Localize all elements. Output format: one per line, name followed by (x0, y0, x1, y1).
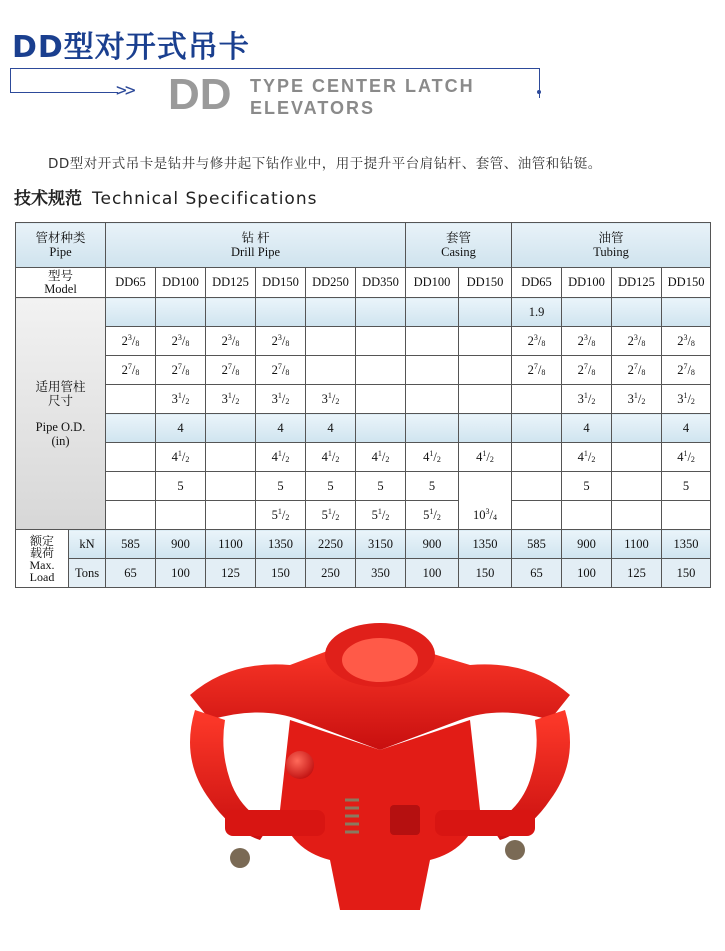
model-cell: DD65 (106, 268, 156, 298)
model-cell: DD150 (256, 268, 306, 298)
od-cell: $4^1/_2$ (562, 443, 612, 472)
load-cell: 1350 (662, 530, 711, 559)
header-rule-dot (537, 90, 541, 94)
model-cell: DD150 (459, 268, 512, 298)
table-row (16, 414, 711, 443)
load-cell: 585 (106, 530, 156, 559)
od-cell: $2^3/_8$ (512, 327, 562, 356)
model-cell: DD100 (562, 268, 612, 298)
load-cell: 150 (459, 559, 512, 588)
load-cell: 150 (662, 559, 711, 588)
load-cell: 900 (562, 530, 612, 559)
od-cell: $3^1/_2$ (562, 385, 612, 414)
od-cell: 4 (256, 414, 306, 443)
od-cell: 4 (156, 414, 206, 443)
model-row (16, 268, 711, 298)
od-cell: $5^1/_2$ (256, 501, 306, 530)
model-cell: DD350 (356, 268, 406, 298)
od-cell: $4^1/_2$ (406, 443, 459, 472)
table-row (16, 356, 711, 385)
od-cell: 5 (156, 472, 206, 501)
load-cell: 3150 (356, 530, 406, 559)
model-code: DD (168, 70, 232, 119)
load-cell: 100 (156, 559, 206, 588)
arrows-icon: >> (116, 80, 134, 101)
od-cell: 1.9 (512, 298, 562, 327)
od-cell: $3^1/_2$ (662, 385, 711, 414)
load-kn-row (16, 530, 711, 559)
od-cell: $10^3/_4$ (459, 472, 512, 530)
load-cell: 125 (206, 559, 256, 588)
od-cell: $3^1/_2$ (306, 385, 356, 414)
tubing-header: 油管 Tubing (512, 223, 711, 268)
table-row (16, 327, 711, 356)
spec-title-cn: 技术规范 (14, 189, 82, 209)
od-cell: $2^7/_8$ (612, 356, 662, 385)
tons-unit-label: Tons (69, 559, 106, 588)
od-cell: 4 (306, 414, 356, 443)
load-cell: 900 (156, 530, 206, 559)
load-cell: 250 (306, 559, 356, 588)
table-row (16, 472, 711, 501)
od-cell: $4^1/_2$ (156, 443, 206, 472)
table-header-row (16, 223, 711, 268)
load-cell: 65 (106, 559, 156, 588)
load-cell: 350 (356, 559, 406, 588)
od-cell: $3^1/_2$ (156, 385, 206, 414)
model-cell: DD250 (306, 268, 356, 298)
model-cell: DD100 (156, 268, 206, 298)
intro-text: DD型对开式吊卡是钻井与修井起下钻作业中，用于提升平台肩钻杆、套管、油管和钻铤。 (48, 156, 602, 172)
load-tons-row (16, 559, 711, 588)
load-cell: 100 (562, 559, 612, 588)
load-cell: 100 (406, 559, 459, 588)
od-cell: $2^7/_8$ (662, 356, 711, 385)
english-title-line2: ELEVATORS (250, 98, 376, 118)
od-cell: $3^1/_2$ (256, 385, 306, 414)
od-cell: $2^7/_8$ (206, 356, 256, 385)
od-cell: $2^3/_8$ (106, 327, 156, 356)
model-cell: DD125 (612, 268, 662, 298)
model-cell: DD65 (512, 268, 562, 298)
load-cell: 1350 (256, 530, 306, 559)
od-cell: $2^3/_8$ (156, 327, 206, 356)
english-title-line1: TYPE CENTER LATCH (250, 76, 475, 96)
model-cell: DD150 (662, 268, 711, 298)
load-cell: 125 (612, 559, 662, 588)
load-cell: 585 (512, 530, 562, 559)
spec-table (15, 222, 711, 588)
od-cell: $5^1/_2$ (406, 501, 459, 530)
max-load-label: 额定 载荷 Max. Load (16, 530, 69, 588)
od-cell: $2^7/_8$ (562, 356, 612, 385)
od-cell: $3^1/_2$ (612, 385, 662, 414)
od-cell: $2^7/_8$ (256, 356, 306, 385)
drill-pipe-header: 钻 杆 Drill Pipe (106, 223, 406, 268)
od-cell: $4^1/_2$ (459, 443, 512, 472)
od-cell: 4 (662, 414, 711, 443)
header-rule-left (10, 68, 11, 92)
table-row (16, 385, 711, 414)
pipe-header: 管材种类 Pipe (16, 223, 106, 268)
od-cell: $3^1/_2$ (206, 385, 256, 414)
od-cell: $2^3/_8$ (662, 327, 711, 356)
page-title: DD型对开式吊卡 (12, 30, 250, 65)
od-cell: $4^1/_2$ (256, 443, 306, 472)
od-cell: $4^1/_2$ (662, 443, 711, 472)
od-cell: $2^3/_8$ (256, 327, 306, 356)
od-cell: 4 (562, 414, 612, 443)
od-cell: $4^1/_2$ (356, 443, 406, 472)
load-cell: 1100 (612, 530, 662, 559)
load-cell: 65 (512, 559, 562, 588)
od-cell: $2^7/_8$ (106, 356, 156, 385)
od-cell: $5^1/_2$ (306, 501, 356, 530)
od-cell: $4^1/_2$ (306, 443, 356, 472)
od-cell: 5 (662, 472, 711, 501)
od-cell: $2^7/_8$ (156, 356, 206, 385)
load-cell: 1350 (459, 530, 512, 559)
load-cell: 900 (406, 530, 459, 559)
table-row (16, 501, 711, 530)
spec-title-en: Technical Specifications (92, 189, 318, 209)
od-cell: 5 (562, 472, 612, 501)
table-row (16, 443, 711, 472)
od-cell: $2^3/_8$ (206, 327, 256, 356)
od-cell: 5 (406, 472, 459, 501)
pipe-od-label: 适用管柱 尺寸 Pipe O.D. (in) (16, 298, 106, 530)
load-cell: 2250 (306, 530, 356, 559)
model-cell: DD125 (206, 268, 256, 298)
table-row (16, 298, 711, 327)
od-cell: 5 (356, 472, 406, 501)
od-cell: $5^1/_2$ (356, 501, 406, 530)
load-cell: 1100 (206, 530, 256, 559)
od-cell: 5 (256, 472, 306, 501)
od-cell: $2^7/_8$ (512, 356, 562, 385)
header-rule-bottom (10, 92, 118, 93)
casing-header: 套管 Casing (406, 223, 512, 268)
od-cell: $2^3/_8$ (562, 327, 612, 356)
model-header: 型号 Model (16, 268, 106, 298)
model-cell: DD100 (406, 268, 459, 298)
spec-section-title (14, 184, 317, 209)
kn-unit-label: kN (69, 530, 106, 559)
od-cell: $2^3/_8$ (612, 327, 662, 356)
load-cell: 150 (256, 559, 306, 588)
elevator-product-image (170, 610, 590, 940)
od-cell: 5 (306, 472, 356, 501)
